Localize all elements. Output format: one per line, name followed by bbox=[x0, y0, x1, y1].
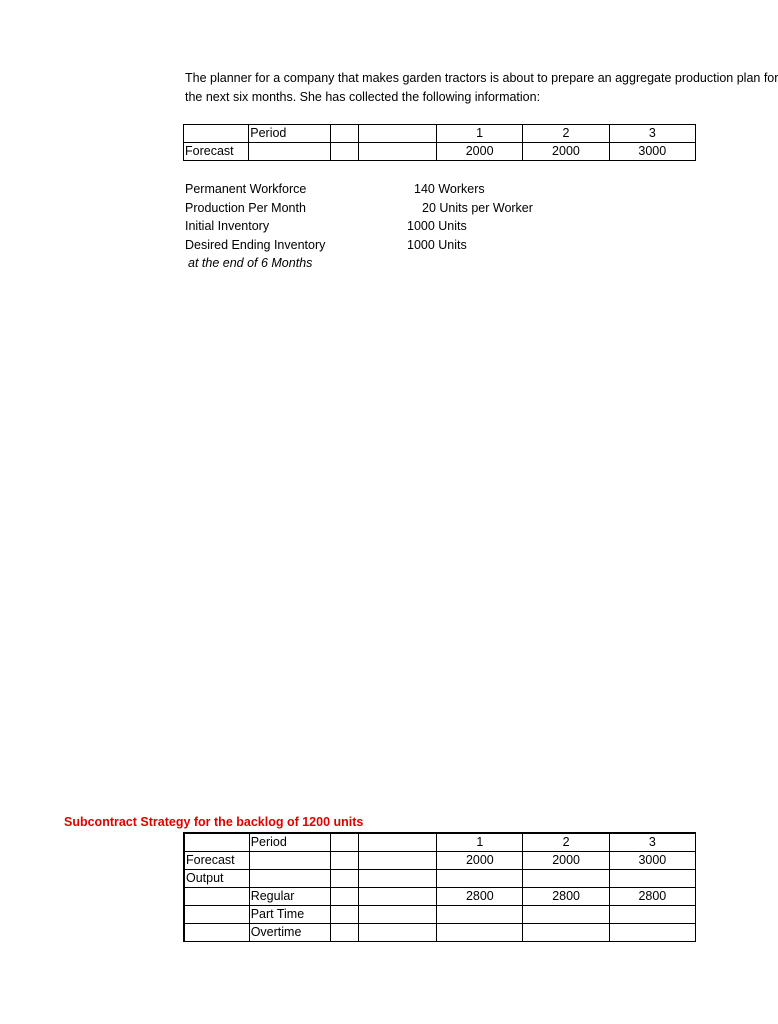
period-2-cell[interactable]: 2 bbox=[523, 833, 609, 852]
cell[interactable] bbox=[437, 906, 523, 924]
cell[interactable] bbox=[184, 906, 249, 924]
fact-value: 1000 Units bbox=[407, 219, 467, 233]
part-time-label-cell[interactable]: Part Time bbox=[249, 906, 330, 924]
forecast-1-cell[interactable]: 2000 bbox=[436, 143, 522, 161]
forecast-label-cell[interactable]: Forecast bbox=[184, 852, 249, 870]
cell[interactable] bbox=[330, 833, 358, 852]
fact-value: 20 Units per Worker bbox=[422, 200, 533, 215]
intro-line-2: the next six months. She has collected the following information: bbox=[185, 90, 541, 104]
cell[interactable] bbox=[249, 852, 330, 870]
cell[interactable] bbox=[330, 888, 358, 906]
period-1-cell[interactable]: 1 bbox=[437, 833, 523, 852]
forecast-2-cell[interactable]: 2000 bbox=[523, 852, 609, 870]
facts-list bbox=[185, 180, 585, 273]
forecast-3-cell[interactable]: 3000 bbox=[609, 852, 695, 870]
regular-2-cell[interactable]: 2800 bbox=[523, 888, 609, 906]
fact-row bbox=[185, 254, 585, 273]
period-3-cell[interactable]: 3 bbox=[609, 125, 695, 143]
period-header-cell[interactable]: Period bbox=[249, 125, 330, 143]
intro-line-1: The planner for a company that makes garden tractors is about to prepare an aggregate production plan for bbox=[185, 71, 778, 85]
regular-1-cell[interactable]: 2800 bbox=[437, 888, 523, 906]
forecast-3-cell[interactable]: 3000 bbox=[609, 143, 695, 161]
forecast-table bbox=[183, 124, 696, 161]
strategy-overtime-row bbox=[184, 924, 696, 942]
cell[interactable] bbox=[184, 924, 249, 942]
fact-row bbox=[185, 199, 585, 218]
forecast-row bbox=[184, 143, 696, 161]
cell[interactable] bbox=[184, 833, 249, 852]
cell[interactable] bbox=[184, 888, 249, 906]
cell[interactable] bbox=[330, 870, 358, 888]
fact-row bbox=[185, 217, 585, 236]
cell[interactable] bbox=[523, 906, 609, 924]
cell[interactable] bbox=[609, 870, 695, 888]
cell[interactable] bbox=[359, 906, 437, 924]
forecast-table-header-row bbox=[184, 125, 696, 143]
cell[interactable] bbox=[359, 833, 437, 852]
cell[interactable] bbox=[330, 143, 358, 161]
strategy-regular-row bbox=[184, 888, 696, 906]
strategy-forecast-row bbox=[184, 852, 696, 870]
fact-row bbox=[185, 236, 585, 255]
strategy-output-row bbox=[184, 870, 696, 888]
period-2-cell[interactable]: 2 bbox=[523, 125, 609, 143]
cell[interactable] bbox=[358, 143, 436, 161]
fact-label: Initial Inventory bbox=[185, 219, 270, 233]
cell[interactable] bbox=[437, 870, 523, 888]
cell[interactable] bbox=[358, 125, 436, 143]
strategy-table bbox=[183, 832, 696, 942]
cell[interactable] bbox=[609, 906, 695, 924]
cell[interactable] bbox=[249, 870, 330, 888]
overtime-label-cell[interactable]: Overtime bbox=[249, 924, 330, 942]
intro-text bbox=[185, 69, 778, 107]
cell[interactable] bbox=[359, 888, 437, 906]
cell[interactable] bbox=[359, 924, 437, 942]
forecast-2-cell[interactable]: 2000 bbox=[523, 143, 609, 161]
fact-label: Desired Ending Inventory bbox=[185, 237, 326, 252]
cell[interactable] bbox=[609, 924, 695, 942]
forecast-1-cell[interactable]: 2000 bbox=[437, 852, 523, 870]
cell[interactable] bbox=[437, 924, 523, 942]
facts-note: at the end of 6 Months bbox=[188, 256, 313, 270]
fact-row bbox=[185, 180, 585, 199]
period-1-cell[interactable]: 1 bbox=[436, 125, 522, 143]
cell[interactable] bbox=[184, 125, 249, 143]
cell[interactable] bbox=[330, 125, 358, 143]
forecast-label-cell[interactable]: Forecast bbox=[184, 143, 249, 161]
cell[interactable] bbox=[523, 924, 609, 942]
strategy-title: Subcontract Strategy for the backlog of 1200 units bbox=[64, 815, 364, 829]
cell[interactable] bbox=[523, 870, 609, 888]
strategy-header-row bbox=[184, 833, 696, 852]
cell[interactable] bbox=[249, 143, 330, 161]
strategy-part-time-row bbox=[184, 906, 696, 924]
regular-label-cell[interactable]: Regular bbox=[249, 888, 330, 906]
cell[interactable] bbox=[359, 852, 437, 870]
regular-3-cell[interactable]: 2800 bbox=[609, 888, 695, 906]
cell[interactable] bbox=[330, 906, 358, 924]
cell[interactable] bbox=[359, 870, 437, 888]
cell[interactable] bbox=[330, 924, 358, 942]
fact-label: Permanent Workforce bbox=[185, 182, 307, 196]
fact-value: 1000 Units bbox=[407, 237, 467, 252]
fact-label: Production Per Month bbox=[185, 200, 306, 215]
period-header-cell[interactable]: Period bbox=[249, 833, 330, 852]
period-3-cell[interactable]: 3 bbox=[609, 833, 695, 852]
fact-value: 140 Workers bbox=[414, 182, 485, 196]
output-label-cell[interactable]: Output bbox=[184, 870, 249, 888]
cell[interactable] bbox=[330, 852, 358, 870]
